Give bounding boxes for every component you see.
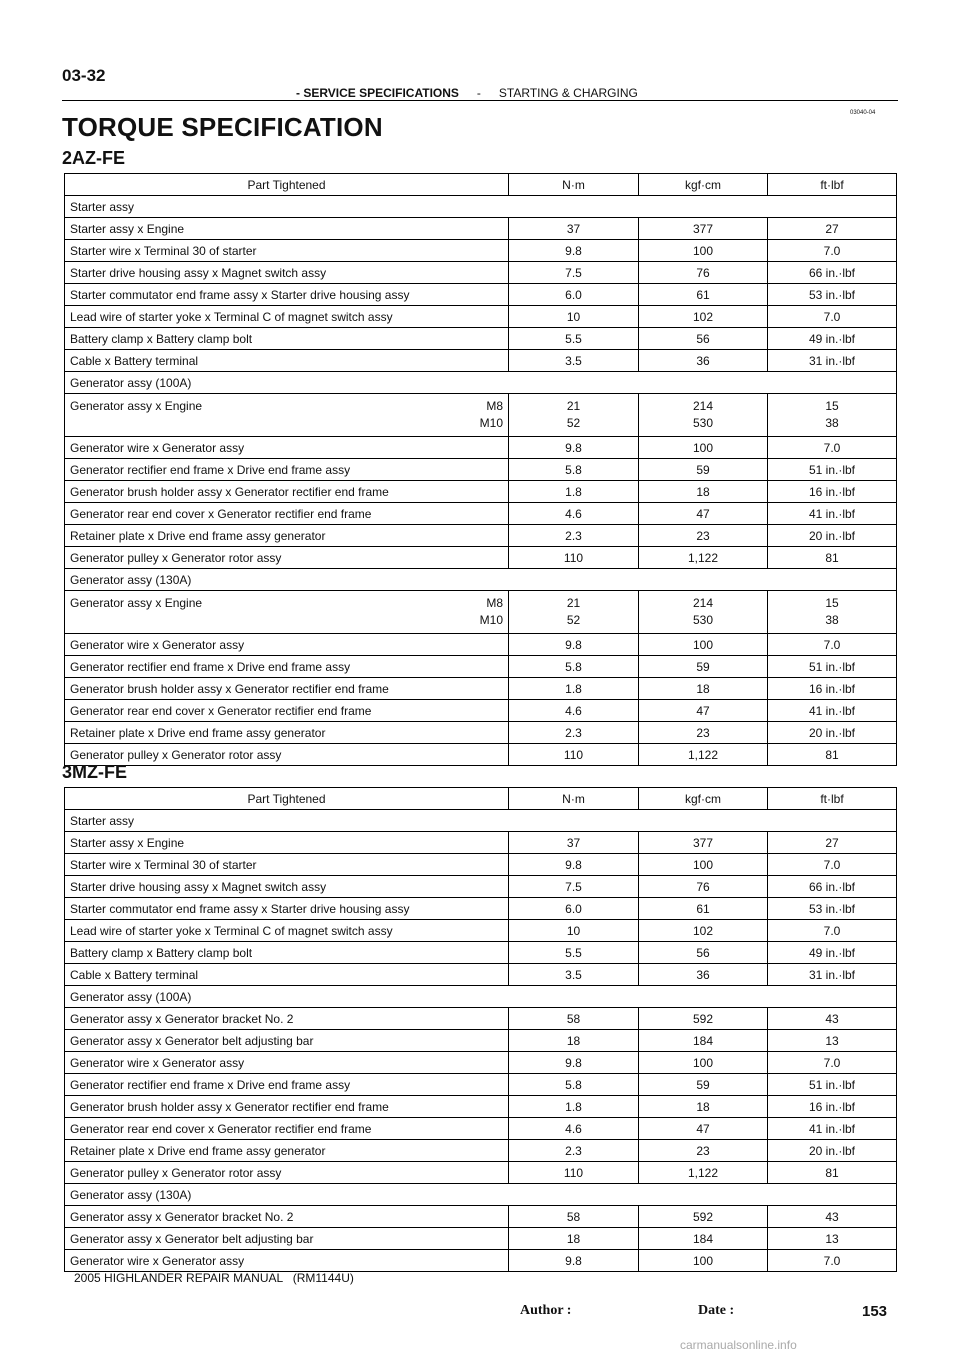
table-row <box>65 437 897 459</box>
bolt-sizes <box>480 398 503 432</box>
col-header-part: Part Tightened <box>65 788 509 810</box>
nm-cell: 1.8 <box>509 481 639 503</box>
ftlbf-cell: 16 in.·lbf <box>768 481 897 503</box>
kgfcm-cell: 100 <box>639 437 768 459</box>
table-row <box>65 744 897 766</box>
part-cell: Lead wire of starter yoke x Terminal C of magnet switch assy <box>65 920 509 942</box>
part-cell: Generator brush holder assy x Generator rectifier end frame <box>65 1096 509 1118</box>
ftlbf-cell: 43 <box>768 1206 897 1228</box>
table-row <box>65 1228 897 1250</box>
table-row <box>65 1140 897 1162</box>
ftlbf-cell: 7.0 <box>768 240 897 262</box>
bolt-size: M8 <box>486 399 503 413</box>
kgfcm-cell: 61 <box>639 898 768 920</box>
group-label: Generator assy (130A) <box>65 1184 897 1206</box>
part-cell: Generator assy x Generator belt adjusting bar <box>65 1030 509 1052</box>
part-cell: Retainer plate x Drive end frame assy generator <box>65 1140 509 1162</box>
nm-cell: 3.5 <box>509 964 639 986</box>
kgfcm-cell: 592 <box>639 1206 768 1228</box>
group-row <box>65 372 897 394</box>
kgfcm-cell: 47 <box>639 503 768 525</box>
ftlbf-cell: 41 in.·lbf <box>768 503 897 525</box>
part-cell: Generator pulley x Generator rotor assy <box>65 547 509 569</box>
nm-cell: 18 <box>509 1030 639 1052</box>
table-row <box>65 700 897 722</box>
kgfcm-value: 530 <box>692 416 714 430</box>
nm-cell: 2.3 <box>509 1140 639 1162</box>
nm-cell <box>509 591 639 634</box>
ftlbf-cell: 16 in.·lbf <box>768 678 897 700</box>
table-row <box>65 1250 897 1272</box>
kgfcm-cell: 36 <box>639 964 768 986</box>
ftlbf-cell: 43 <box>768 1008 897 1030</box>
kgfcm-value: 214 <box>692 399 714 413</box>
nm-cell: 5.8 <box>509 656 639 678</box>
kgfcm-cell <box>639 394 768 437</box>
ftlbf-cell: 16 in.·lbf <box>768 1096 897 1118</box>
table-row <box>65 394 897 437</box>
part-cell: Generator rear end cover x Generator rectifier end frame <box>65 700 509 722</box>
bolt-size: M10 <box>479 613 503 627</box>
header-separator: - <box>476 86 481 100</box>
table-row <box>65 876 897 898</box>
document-code: 03040-04 <box>850 110 876 116</box>
nm-cell: 5.5 <box>509 328 639 350</box>
nm-cell: 1.8 <box>509 1096 639 1118</box>
kgfcm-cell: 1,122 <box>639 744 768 766</box>
kgfcm-cell: 100 <box>639 634 768 656</box>
ftlbf-cell: 51 in.·lbf <box>768 459 897 481</box>
part-cell: Generator rectifier end frame x Drive end frame assy <box>65 656 509 678</box>
nm-cell: 5.5 <box>509 942 639 964</box>
group-label: Generator assy (100A) <box>65 372 897 394</box>
table-row <box>65 832 897 854</box>
ftlbf-cell: 81 <box>768 547 897 569</box>
part-cell: Generator rectifier end frame x Drive end frame assy <box>65 459 509 481</box>
table-row <box>65 854 897 876</box>
kgfcm-cell: 56 <box>639 942 768 964</box>
nm-cell: 4.6 <box>509 503 639 525</box>
kgfcm-cell: 18 <box>639 481 768 503</box>
table-row <box>65 656 897 678</box>
table-row <box>65 350 897 372</box>
col-header-ftlbf: ft·lbf <box>768 174 897 196</box>
col-header-nm: N·m <box>509 174 639 196</box>
manual-footer: 2005 HIGHLANDER REPAIR MANUAL (RM1144U) <box>74 1271 354 1285</box>
author-label: Author : <box>520 1303 572 1318</box>
nm-cell: 5.8 <box>509 1074 639 1096</box>
nm-cell: 58 <box>509 1206 639 1228</box>
ftlbf-cell: 7.0 <box>768 1250 897 1272</box>
kgfcm-cell: 23 <box>639 1140 768 1162</box>
nm-cell: 9.8 <box>509 437 639 459</box>
part-cell <box>65 591 509 634</box>
kgfcm-cell: 184 <box>639 1228 768 1250</box>
part-name: Generator assy x Engine <box>70 596 203 610</box>
ftlbf-cell: 20 in.·lbf <box>768 722 897 744</box>
ftlbf-cell: 7.0 <box>768 306 897 328</box>
kgfcm-cell: 592 <box>639 1008 768 1030</box>
kgfcm-cell: 184 <box>639 1030 768 1052</box>
kgfcm-cell: 377 <box>639 832 768 854</box>
group-label: Generator assy (130A) <box>65 569 897 591</box>
kgfcm-cell: 1,122 <box>639 547 768 569</box>
nm-cell: 110 <box>509 547 639 569</box>
part-cell: Cable x Battery terminal <box>65 964 509 986</box>
part-cell <box>65 394 509 437</box>
col-header-kgfcm: kgf·cm <box>639 174 768 196</box>
part-cell: Generator pulley x Generator rotor assy <box>65 1162 509 1184</box>
torque-table-2az-fe <box>64 173 897 766</box>
part-cell: Battery clamp x Battery clamp bolt <box>65 942 509 964</box>
ftlbf-cell: 53 in.·lbf <box>768 284 897 306</box>
nm-cell: 9.8 <box>509 1052 639 1074</box>
nm-value: 21 <box>566 596 581 610</box>
page-number: 03-32 <box>62 66 106 85</box>
table-row <box>65 1008 897 1030</box>
ftlbf-cell: 51 in.·lbf <box>768 656 897 678</box>
part-cell: Generator rear end cover x Generator rectifier end frame <box>65 503 509 525</box>
kgfcm-cell: 23 <box>639 525 768 547</box>
nm-cell: 9.8 <box>509 634 639 656</box>
nm-cell: 9.8 <box>509 240 639 262</box>
group-row <box>65 569 897 591</box>
table-row <box>65 481 897 503</box>
part-cell: Generator assy x Generator belt adjusting bar <box>65 1228 509 1250</box>
nm-cell: 18 <box>509 1228 639 1250</box>
ftlbf-cell: 31 in.·lbf <box>768 964 897 986</box>
section-title: - SERVICE SPECIFICATIONS <box>296 86 459 100</box>
ftlbf-value: 38 <box>825 416 839 430</box>
kgfcm-cell: 47 <box>639 700 768 722</box>
ftlbf-cell: 7.0 <box>768 437 897 459</box>
kgfcm-value: 530 <box>692 613 714 627</box>
nm-cell: 2.3 <box>509 722 639 744</box>
ftlbf-cell <box>768 394 897 437</box>
ftlbf-cell: 53 in.·lbf <box>768 898 897 920</box>
nm-cell: 10 <box>509 306 639 328</box>
ftlbf-cell: 31 in.·lbf <box>768 350 897 372</box>
ftlbf-cell: 51 in.·lbf <box>768 1074 897 1096</box>
part-cell: Generator wire x Generator assy <box>65 1052 509 1074</box>
col-header-kgfcm: kgf·cm <box>639 788 768 810</box>
table-row <box>65 591 897 634</box>
part-cell: Generator brush holder assy x Generator rectifier end frame <box>65 678 509 700</box>
part-cell: Battery clamp x Battery clamp bolt <box>65 328 509 350</box>
kgfcm-cell: 100 <box>639 240 768 262</box>
group-label: Starter assy <box>65 196 897 218</box>
kgfcm-cell: 36 <box>639 350 768 372</box>
part-cell: Generator assy x Generator bracket No. 2 <box>65 1206 509 1228</box>
table-row <box>65 262 897 284</box>
nm-cell: 7.5 <box>509 262 639 284</box>
table-row <box>65 306 897 328</box>
part-cell: Starter commutator end frame assy x Starter drive housing assy <box>65 898 509 920</box>
part-cell: Cable x Battery terminal <box>65 350 509 372</box>
col-header-part: Part Tightened <box>65 174 509 196</box>
part-cell: Starter drive housing assy x Magnet switch assy <box>65 876 509 898</box>
bolt-size: M10 <box>479 416 503 430</box>
part-cell: Starter wire x Terminal 30 of starter <box>65 240 509 262</box>
bolt-sizes <box>480 595 503 629</box>
ftlbf-cell: 7.0 <box>768 634 897 656</box>
bolt-size: M8 <box>486 596 503 610</box>
table-row <box>65 1118 897 1140</box>
nm-cell: 10 <box>509 920 639 942</box>
table-row <box>65 1206 897 1228</box>
part-cell: Starter commutator end frame assy x Starter drive housing assy <box>65 284 509 306</box>
group-row <box>65 196 897 218</box>
nm-value: 52 <box>566 613 581 627</box>
table-row <box>65 1096 897 1118</box>
table-header-row <box>65 788 897 810</box>
ftlbf-value: 38 <box>825 613 839 627</box>
ftlbf-cell: 7.0 <box>768 1052 897 1074</box>
table-row <box>65 1162 897 1184</box>
table-row <box>65 284 897 306</box>
kgfcm-cell: 59 <box>639 656 768 678</box>
table-row <box>65 218 897 240</box>
nm-cell: 110 <box>509 744 639 766</box>
table-row <box>65 547 897 569</box>
col-header-nm: N·m <box>509 788 639 810</box>
kgfcm-cell: 23 <box>639 722 768 744</box>
kgfcm-cell: 76 <box>639 262 768 284</box>
page-title: TORQUE SPECIFICATION <box>62 112 383 142</box>
table-row <box>65 964 897 986</box>
ftlbf-cell: 41 in.·lbf <box>768 700 897 722</box>
ftlbf-cell: 41 in.·lbf <box>768 1118 897 1140</box>
table-row <box>65 328 897 350</box>
part-cell: Generator wire x Generator assy <box>65 437 509 459</box>
nm-cell: 4.6 <box>509 1118 639 1140</box>
kgfcm-cell: 59 <box>639 459 768 481</box>
kgfcm-cell: 100 <box>639 1052 768 1074</box>
nm-cell: 37 <box>509 832 639 854</box>
nm-cell: 9.8 <box>509 854 639 876</box>
nm-value: 52 <box>566 416 581 430</box>
table-row <box>65 898 897 920</box>
ftlbf-cell: 81 <box>768 744 897 766</box>
part-cell: Generator assy x Generator bracket No. 2 <box>65 1008 509 1030</box>
table-row <box>65 678 897 700</box>
table-row <box>65 1074 897 1096</box>
table-row <box>65 722 897 744</box>
kgfcm-cell: 102 <box>639 306 768 328</box>
ftlbf-cell: 66 in.·lbf <box>768 262 897 284</box>
nm-cell: 5.8 <box>509 459 639 481</box>
nm-cell: 110 <box>509 1162 639 1184</box>
ftlbf-cell: 13 <box>768 1228 897 1250</box>
ftlbf-value: 15 <box>825 596 839 610</box>
part-cell: Starter wire x Terminal 30 of starter <box>65 854 509 876</box>
watermark: carmanualsonline.info <box>680 1338 797 1352</box>
nm-cell: 3.5 <box>509 350 639 372</box>
engine-heading-3mz-fe: 3MZ-FE <box>62 762 127 782</box>
col-header-ftlbf: ft·lbf <box>768 788 897 810</box>
part-cell: Generator rectifier end frame x Drive end frame assy <box>65 1074 509 1096</box>
ftlbf-cell: 49 in.·lbf <box>768 942 897 964</box>
ftlbf-cell <box>768 591 897 634</box>
group-label: Generator assy (100A) <box>65 986 897 1008</box>
kgfcm-value: 214 <box>692 596 714 610</box>
part-cell: Generator wire x Generator assy <box>65 634 509 656</box>
ftlbf-cell: 20 in.·lbf <box>768 525 897 547</box>
part-cell: Starter assy x Engine <box>65 218 509 240</box>
ftlbf-cell: 66 in.·lbf <box>768 876 897 898</box>
kgfcm-cell: 100 <box>639 854 768 876</box>
kgfcm-cell: 61 <box>639 284 768 306</box>
page-footer-number: 153 <box>862 1303 888 1320</box>
table-row <box>65 1030 897 1052</box>
nm-cell: 6.0 <box>509 284 639 306</box>
table-row <box>65 920 897 942</box>
kgfcm-cell <box>639 591 768 634</box>
part-cell: Starter drive housing assy x Magnet switch assy <box>65 262 509 284</box>
group-row <box>65 810 897 832</box>
table-row <box>65 240 897 262</box>
nm-cell: 58 <box>509 1008 639 1030</box>
part-cell: Retainer plate x Drive end frame assy generator <box>65 525 509 547</box>
table-row <box>65 1052 897 1074</box>
kgfcm-cell: 56 <box>639 328 768 350</box>
part-with-sizes <box>70 398 503 432</box>
part-name: Generator assy x Engine <box>70 399 203 413</box>
nm-cell: 1.8 <box>509 678 639 700</box>
ftlbf-cell: 7.0 <box>768 854 897 876</box>
nm-cell: 4.6 <box>509 700 639 722</box>
nm-cell: 6.0 <box>509 898 639 920</box>
table-row <box>65 459 897 481</box>
kgfcm-cell: 377 <box>639 218 768 240</box>
group-label: Starter assy <box>65 810 897 832</box>
ftlbf-cell: 27 <box>768 218 897 240</box>
group-row <box>65 986 897 1008</box>
ftlbf-cell: 7.0 <box>768 920 897 942</box>
kgfcm-cell: 59 <box>639 1074 768 1096</box>
part-cell: Starter assy x Engine <box>65 832 509 854</box>
part-cell: Retainer plate x Drive end frame assy generator <box>65 722 509 744</box>
nm-value: 21 <box>566 399 581 413</box>
part-cell: Lead wire of starter yoke x Terminal C of magnet switch assy <box>65 306 509 328</box>
ftlbf-cell: 81 <box>768 1162 897 1184</box>
table-row <box>65 525 897 547</box>
kgfcm-cell: 1,122 <box>639 1162 768 1184</box>
kgfcm-cell: 100 <box>639 1250 768 1272</box>
kgfcm-cell: 18 <box>639 1096 768 1118</box>
part-cell: Generator pulley x Generator rotor assy <box>65 744 509 766</box>
table-row <box>65 503 897 525</box>
section-header <box>296 86 638 100</box>
subsection-title: STARTING & CHARGING <box>498 86 638 100</box>
ftlbf-cell: 49 in.·lbf <box>768 328 897 350</box>
part-with-sizes <box>70 595 503 629</box>
ftlbf-cell: 20 in.·lbf <box>768 1140 897 1162</box>
ftlbf-value: 15 <box>825 399 839 413</box>
part-cell: Generator brush holder assy x Generator rectifier end frame <box>65 481 509 503</box>
kgfcm-cell: 47 <box>639 1118 768 1140</box>
kgfcm-cell: 18 <box>639 678 768 700</box>
table-row <box>65 634 897 656</box>
nm-cell: 37 <box>509 218 639 240</box>
date-label: Date : <box>698 1303 735 1318</box>
nm-cell: 9.8 <box>509 1250 639 1272</box>
part-cell: Generator wire x Generator assy <box>65 1250 509 1272</box>
group-row <box>65 1184 897 1206</box>
part-cell: Generator rear end cover x Generator rectifier end frame <box>65 1118 509 1140</box>
nm-cell: 2.3 <box>509 525 639 547</box>
header-rule <box>62 100 898 101</box>
ftlbf-cell: 27 <box>768 832 897 854</box>
table-header-row <box>65 174 897 196</box>
torque-table-3mz-fe <box>64 787 897 1272</box>
table-row <box>65 942 897 964</box>
kgfcm-cell: 102 <box>639 920 768 942</box>
engine-heading-2az-fe: 2AZ-FE <box>62 148 125 168</box>
kgfcm-cell: 76 <box>639 876 768 898</box>
ftlbf-cell: 13 <box>768 1030 897 1052</box>
nm-cell <box>509 394 639 437</box>
nm-cell: 7.5 <box>509 876 639 898</box>
